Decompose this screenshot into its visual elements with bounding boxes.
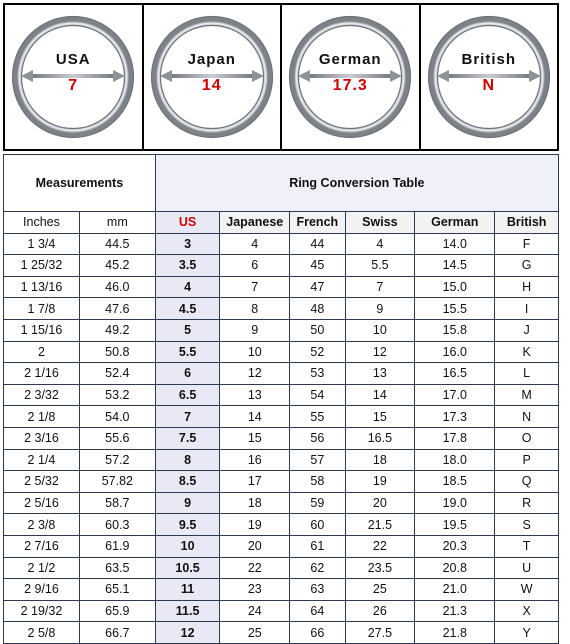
col-swiss-cell: 20 [345, 492, 415, 514]
col-us-cell: 11 [155, 579, 220, 601]
col-inches-cell: 2 3/8 [4, 514, 80, 536]
col-inches-cell: 2 7/16 [4, 535, 80, 557]
col-inches-cell: 1 3/4 [4, 233, 80, 255]
table-row [4, 622, 559, 644]
col-us-cell: 10 [155, 535, 220, 557]
col-german-cell: 14.0 [415, 233, 495, 255]
col-swiss-cell: 21.5 [345, 514, 415, 536]
col-british-cell: U [495, 557, 559, 579]
col-french-cell: 57 [290, 449, 345, 471]
ring-label: German [318, 51, 382, 68]
col-japanese-cell: 22 [220, 557, 290, 579]
column-headers [4, 212, 559, 234]
col-french-cell: 60 [290, 514, 345, 536]
col-french-cell: 64 [290, 600, 345, 622]
col-british-cell: I [495, 298, 559, 320]
col-japanese-cell: 12 [220, 363, 290, 385]
col-british-cell: G [495, 255, 559, 277]
measurements-header: Measurements [4, 155, 156, 212]
col-french-cell: 44 [290, 233, 345, 255]
col-british-cell: S [495, 514, 559, 536]
col-german-cell: 20.3 [415, 535, 495, 557]
col-german-cell: 15.8 [415, 319, 495, 341]
table-row [4, 363, 559, 385]
col-mm-cell: 52.4 [79, 363, 155, 385]
col-german-cell: 16.0 [415, 341, 495, 363]
col-mm-cell: 65.1 [79, 579, 155, 601]
ring-conversion-table [3, 154, 559, 644]
col-us-cell: 9 [155, 492, 220, 514]
table-row [4, 406, 559, 428]
col-mm-cell: 47.6 [79, 298, 155, 320]
ring-label: British [461, 51, 516, 68]
col-swiss-cell: 4 [345, 233, 415, 255]
col-german-cell: 21.0 [415, 579, 495, 601]
col-german-cell: 15.0 [415, 276, 495, 298]
col-inches-cell: 2 5/32 [4, 471, 80, 493]
col-french-cell: 63 [290, 579, 345, 601]
col-inches-cell: 2 1/4 [4, 449, 80, 471]
col-french-cell: 58 [290, 471, 345, 493]
table-title: Ring Conversion Table [155, 155, 558, 212]
col-japanese-cell: 19 [220, 514, 290, 536]
ring-label: Japan [187, 51, 236, 68]
col-british-cell: J [495, 319, 559, 341]
table-row [4, 276, 559, 298]
col-swiss-cell: 10 [345, 319, 415, 341]
col-us-cell: 3.5 [155, 255, 220, 277]
col-swiss-cell: 26 [345, 600, 415, 622]
col-french-cell: 56 [290, 427, 345, 449]
table-row [4, 341, 559, 363]
col-swiss-cell: 12 [345, 341, 415, 363]
ring-cell-british [421, 5, 558, 149]
col-german-cell: 19.0 [415, 492, 495, 514]
col-us-cell: 6 [155, 363, 220, 385]
col-us-cell: 4.5 [155, 298, 220, 320]
ring-value: 14 [201, 77, 222, 94]
col-mm-cell: 53.2 [79, 384, 155, 406]
col-french-cell: 55 [290, 406, 345, 428]
col-mm-cell: 49.2 [79, 319, 155, 341]
ring-size-chart [3, 3, 563, 644]
col-mm-cell: 57.82 [79, 471, 155, 493]
col-french-cell: 48 [290, 298, 345, 320]
col-german-cell: 17.0 [415, 384, 495, 406]
col-british-cell: L [495, 363, 559, 385]
col-us-cell: 5.5 [155, 341, 220, 363]
col-british-cell: Y [495, 622, 559, 644]
header-col-french: French [290, 212, 345, 234]
col-japanese-cell: 24 [220, 600, 290, 622]
ring-header [3, 3, 559, 151]
col-us-cell: 8.5 [155, 471, 220, 493]
col-mm-cell: 66.7 [79, 622, 155, 644]
header-col-inches: Inches [4, 212, 80, 234]
table-row [4, 557, 559, 579]
col-british-cell: Q [495, 471, 559, 493]
ring-german [288, 15, 412, 139]
col-mm-cell: 57.2 [79, 449, 155, 471]
header-col-german: German [415, 212, 495, 234]
ring-usa [11, 15, 135, 139]
col-swiss-cell: 22 [345, 535, 415, 557]
col-swiss-cell: 5.5 [345, 255, 415, 277]
col-japanese-cell: 25 [220, 622, 290, 644]
header-col-mm: mm [79, 212, 155, 234]
col-french-cell: 62 [290, 557, 345, 579]
col-us-cell: 10.5 [155, 557, 220, 579]
col-swiss-cell: 27.5 [345, 622, 415, 644]
col-mm-cell: 58.7 [79, 492, 155, 514]
col-british-cell: O [495, 427, 559, 449]
col-british-cell: R [495, 492, 559, 514]
col-swiss-cell: 19 [345, 471, 415, 493]
col-japanese-cell: 9 [220, 319, 290, 341]
col-inches-cell: 2 5/16 [4, 492, 80, 514]
col-japanese-cell: 16 [220, 449, 290, 471]
table-row [4, 233, 559, 255]
col-british-cell: P [495, 449, 559, 471]
ring-label: USA [55, 51, 91, 68]
col-inches-cell: 2 1/16 [4, 363, 80, 385]
table-row [4, 600, 559, 622]
col-french-cell: 59 [290, 492, 345, 514]
table-row [4, 449, 559, 471]
col-inches-cell: 1 25/32 [4, 255, 80, 277]
col-japanese-cell: 6 [220, 255, 290, 277]
col-german-cell: 21.3 [415, 600, 495, 622]
ring-cell-german [282, 5, 421, 149]
col-mm-cell: 61.9 [79, 535, 155, 557]
col-mm-cell: 60.3 [79, 514, 155, 536]
col-japanese-cell: 13 [220, 384, 290, 406]
table-row [4, 492, 559, 514]
col-french-cell: 54 [290, 384, 345, 406]
table-row [4, 579, 559, 601]
col-french-cell: 45 [290, 255, 345, 277]
col-us-cell: 11.5 [155, 600, 220, 622]
col-french-cell: 47 [290, 276, 345, 298]
col-inches-cell: 2 3/16 [4, 427, 80, 449]
col-german-cell: 18.0 [415, 449, 495, 471]
col-inches-cell: 2 19/32 [4, 600, 80, 622]
col-french-cell: 53 [290, 363, 345, 385]
col-german-cell: 18.5 [415, 471, 495, 493]
col-swiss-cell: 15 [345, 406, 415, 428]
col-us-cell: 4 [155, 276, 220, 298]
col-british-cell: N [495, 406, 559, 428]
col-japanese-cell: 10 [220, 341, 290, 363]
col-inches-cell: 1 15/16 [4, 319, 80, 341]
col-swiss-cell: 7 [345, 276, 415, 298]
ring-value: N [482, 77, 496, 94]
table-row [4, 514, 559, 536]
table-row [4, 384, 559, 406]
col-us-cell: 7 [155, 406, 220, 428]
header-col-british: British [495, 212, 559, 234]
header-col-japanese: Japanese [220, 212, 290, 234]
col-british-cell: T [495, 535, 559, 557]
col-german-cell: 16.5 [415, 363, 495, 385]
table-row [4, 319, 559, 341]
col-swiss-cell: 18 [345, 449, 415, 471]
col-inches-cell: 2 5/8 [4, 622, 80, 644]
ring-british [427, 15, 551, 139]
col-mm-cell: 45.2 [79, 255, 155, 277]
col-us-cell: 12 [155, 622, 220, 644]
col-japanese-cell: 15 [220, 427, 290, 449]
col-british-cell: X [495, 600, 559, 622]
col-inches-cell: 2 1/2 [4, 557, 80, 579]
col-mm-cell: 54.0 [79, 406, 155, 428]
col-japanese-cell: 14 [220, 406, 290, 428]
col-german-cell: 19.5 [415, 514, 495, 536]
col-japanese-cell: 23 [220, 579, 290, 601]
ring-value: 7 [68, 77, 79, 94]
col-mm-cell: 55.6 [79, 427, 155, 449]
col-inches-cell: 2 9/16 [4, 579, 80, 601]
ring-japan [150, 15, 274, 139]
col-inches-cell: 2 3/32 [4, 384, 80, 406]
col-us-cell: 8 [155, 449, 220, 471]
col-swiss-cell: 23.5 [345, 557, 415, 579]
col-us-cell: 6.5 [155, 384, 220, 406]
table-row [4, 471, 559, 493]
col-british-cell: H [495, 276, 559, 298]
col-us-cell: 7.5 [155, 427, 220, 449]
col-japanese-cell: 17 [220, 471, 290, 493]
col-inches-cell: 1 13/16 [4, 276, 80, 298]
col-japanese-cell: 4 [220, 233, 290, 255]
ring-cell-japan [144, 5, 283, 149]
header-col-swiss: Swiss [345, 212, 415, 234]
col-swiss-cell: 13 [345, 363, 415, 385]
table-row [4, 427, 559, 449]
col-inches-cell: 2 [4, 341, 80, 363]
col-german-cell: 17.8 [415, 427, 495, 449]
col-japanese-cell: 7 [220, 276, 290, 298]
col-french-cell: 52 [290, 341, 345, 363]
col-japanese-cell: 18 [220, 492, 290, 514]
table-row [4, 535, 559, 557]
header-col-us: US [155, 212, 220, 234]
col-swiss-cell: 16.5 [345, 427, 415, 449]
col-us-cell: 9.5 [155, 514, 220, 536]
col-german-cell: 15.5 [415, 298, 495, 320]
col-inches-cell: 2 1/8 [4, 406, 80, 428]
col-british-cell: W [495, 579, 559, 601]
col-french-cell: 66 [290, 622, 345, 644]
col-german-cell: 20.8 [415, 557, 495, 579]
col-swiss-cell: 25 [345, 579, 415, 601]
col-german-cell: 21.8 [415, 622, 495, 644]
col-inches-cell: 1 7/8 [4, 298, 80, 320]
col-mm-cell: 65.9 [79, 600, 155, 622]
col-us-cell: 5 [155, 319, 220, 341]
col-swiss-cell: 9 [345, 298, 415, 320]
table-row [4, 298, 559, 320]
col-japanese-cell: 8 [220, 298, 290, 320]
table-row [4, 255, 559, 277]
ring-cell-usa [5, 5, 144, 149]
col-british-cell: M [495, 384, 559, 406]
col-japanese-cell: 20 [220, 535, 290, 557]
col-british-cell: F [495, 233, 559, 255]
col-german-cell: 17.3 [415, 406, 495, 428]
col-mm-cell: 50.8 [79, 341, 155, 363]
col-mm-cell: 46.0 [79, 276, 155, 298]
ring-value: 17.3 [332, 77, 368, 94]
col-mm-cell: 63.5 [79, 557, 155, 579]
col-swiss-cell: 14 [345, 384, 415, 406]
col-german-cell: 14.5 [415, 255, 495, 277]
col-french-cell: 50 [290, 319, 345, 341]
col-mm-cell: 44.5 [79, 233, 155, 255]
col-british-cell: K [495, 341, 559, 363]
col-french-cell: 61 [290, 535, 345, 557]
col-us-cell: 3 [155, 233, 220, 255]
